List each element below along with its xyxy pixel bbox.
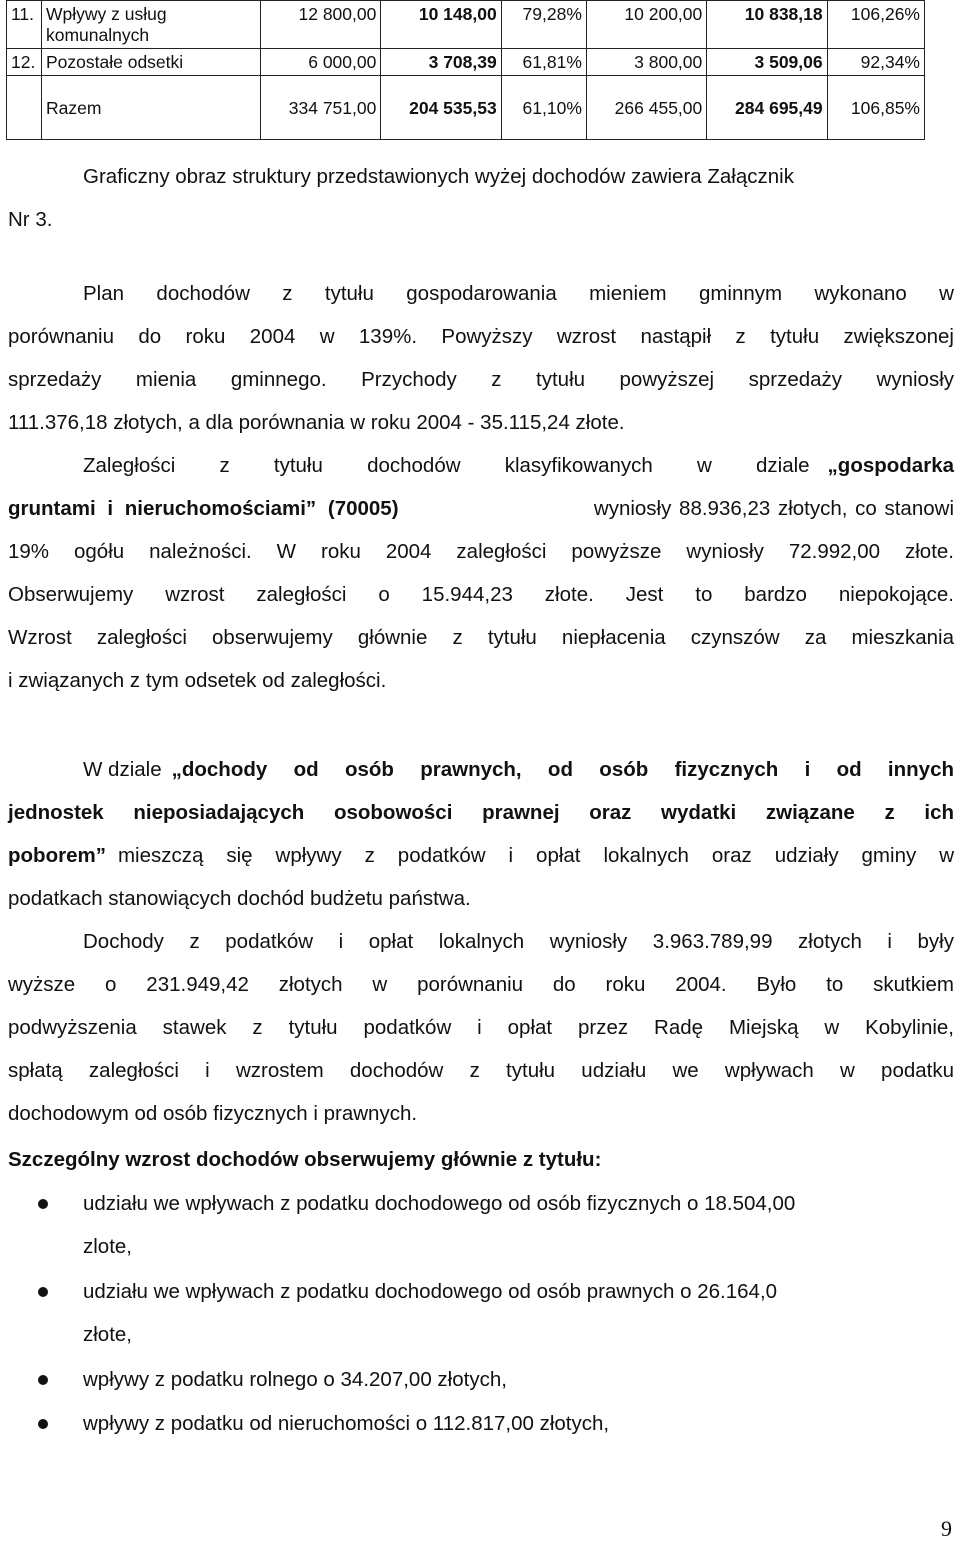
paragraph-line: Obserwujemy wzrost zaległości o 15.944,23 złote. Jest to bardzo niepokojące. xyxy=(8,583,954,606)
paragraph-line: Wzrost zaległości obserwujemy głównie z tytułu niepłacenia czynszów za mieszkania xyxy=(8,626,954,649)
emphasis-text: „gospodarka xyxy=(827,454,954,477)
table-row-total xyxy=(7,76,925,140)
paragraph-line: i związanych z tym odsetek od zaległości. xyxy=(8,669,387,692)
paragraph-line xyxy=(83,454,954,478)
table-cell-name xyxy=(42,49,261,76)
bullet-icon xyxy=(38,1375,48,1385)
table-cell-wyk-2004: 3 708,39 xyxy=(381,49,501,76)
table-cell-lp: 12. xyxy=(7,49,42,76)
paragraph-line: podwyższenia stawek z tytułu podatków i opłat przez Radę Miejską w Kobylinie, xyxy=(8,1016,954,1039)
section-heading: Szczególny wzrost dochodów obserwujemy głównie z tytułu: xyxy=(8,1148,602,1171)
list-item: wpływy z podatku rolnego o 34.207,00 złotych, xyxy=(83,1368,507,1391)
paragraph-text: Zaległości z tytułu dochodów klasyfikowanych w dziale xyxy=(83,454,810,477)
paragraph-text: W dziale xyxy=(83,758,162,781)
table-cell-name-line2: komunalnych xyxy=(46,25,150,45)
bullet-icon xyxy=(38,1419,48,1429)
paragraph-line xyxy=(83,758,954,782)
emphasis-text: poborem” xyxy=(8,844,106,867)
table-cell-plan-2004: 334 751,00 xyxy=(261,76,381,140)
paragraph-line: Plan dochodów z tytułu gospodarowania mieniem gminnym wykonano w xyxy=(83,282,954,305)
table-cell-wyk-2005: 284 695,49 xyxy=(707,76,827,140)
bullet-icon xyxy=(38,1199,48,1209)
table-cell-wyk-2005: 3 509,06 xyxy=(707,49,827,76)
table-row xyxy=(7,1,925,49)
table-cell-name-line1: Pozostałe odsetki xyxy=(46,52,184,72)
table-row xyxy=(7,49,925,76)
table-cell-lp xyxy=(7,76,42,140)
table-cell-plan-2004: 6 000,00 xyxy=(261,49,381,76)
table-cell-wyk-2004: 204 535,53 xyxy=(381,76,501,140)
emphasis-text: gruntami i nieruchomościami” (70005) xyxy=(8,497,399,520)
table-cell-pct-2004: 61,81% xyxy=(501,49,586,76)
table-cell-pct-2005: 106,26% xyxy=(827,1,924,49)
table-cell-lp: 11. xyxy=(7,1,42,49)
bullet-icon xyxy=(38,1287,48,1297)
list-item: udziału we wpływach z podatku dochodowego od osób prawnych o 26.164,0 xyxy=(83,1280,778,1303)
paragraph-line: 19% ogółu należności. W roku 2004 zaległości powyższe wyniosły 72.992,00 złote. xyxy=(8,540,954,563)
table-cell-name-line1: Razem xyxy=(46,97,102,118)
list-item-cont: zlote, xyxy=(83,1235,132,1258)
paragraph-line: Dochody z podatków i opłat lokalnych wyniosły 3.963.789,99 złotych i były xyxy=(83,930,954,953)
paragraph-line: 111.376,18 złotych, a dla porównania w roku 2004 - 35.115,24 złote. xyxy=(8,411,625,434)
table-cell-pct-2005: 92,34% xyxy=(827,49,924,76)
paragraph-line: wyższe o 231.949,42 złotych w porównaniu do roku 2004. Było to skutkiem xyxy=(8,973,954,996)
paragraph-line: podatkach stanowiących dochód budżetu państwa. xyxy=(8,887,471,910)
table-cell-plan-2005: 266 455,00 xyxy=(586,76,706,140)
paragraph-text: wyniosły 88.936,23 złotych, co stanowi xyxy=(593,497,954,520)
table-cell-wyk-2005: 10 838,18 xyxy=(707,1,827,49)
table-cell-name-line1: Wpływy z usług xyxy=(46,4,167,24)
emphasis-line: jednostek nieposiadających osobowości prawnej oraz wydatki związane z ich xyxy=(8,801,954,824)
table-cell-pct-2004: 61,10% xyxy=(501,76,586,140)
paragraph-line xyxy=(8,497,954,521)
table-cell-plan-2005: 3 800,00 xyxy=(586,49,706,76)
graphic-note-line1: Graficzny obraz struktury przedstawionych wyżej dochodów zawiera Załącznik xyxy=(83,165,794,188)
table-cell-plan-2005: 10 200,00 xyxy=(586,1,706,49)
table-cell-wyk-2004: 10 148,00 xyxy=(381,1,501,49)
graphic-note-line2: Nr 3. xyxy=(8,208,53,231)
emphasis-text: „dochody od osób prawnych, od osób fizycznych i od innych xyxy=(171,758,954,781)
financial-table xyxy=(6,0,925,140)
table-cell-name xyxy=(42,1,261,49)
paragraph-line: sprzedaży mienia gminnego. Przychody z tytułu powyższej sprzedaży wyniosły xyxy=(8,368,954,391)
table-cell-plan-2004: 12 800,00 xyxy=(261,1,381,49)
paragraph-text: mieszczą się wpływy z podatków i opłat lokalnych oraz udziały gminy w xyxy=(117,844,954,867)
paragraph-line: spłatą zaległości i wzrostem dochodów z tytułu udziału we wpływach w podatku xyxy=(8,1059,954,1082)
list-item: wpływy z podatku od nieruchomości o 112.817,00 złotych, xyxy=(83,1412,610,1435)
list-item-cont: złote, xyxy=(83,1323,132,1346)
paragraph-line: porównaniu do roku 2004 w 139%. Powyższy wzrost nastąpił z tytułu zwiększonej xyxy=(8,325,954,348)
table-cell-pct-2004: 79,28% xyxy=(501,1,586,49)
paragraph-line: dochodowym od osób fizycznych i prawnych. xyxy=(8,1102,418,1125)
page-number: 9 xyxy=(941,1516,952,1541)
list-item: udziału we wpływach z podatku dochodowego od osób fizycznych o 18.504,00 xyxy=(83,1192,796,1215)
table-cell-name xyxy=(42,76,261,140)
paragraph-line xyxy=(8,844,954,868)
table-cell-pct-2005: 106,85% xyxy=(827,76,924,140)
